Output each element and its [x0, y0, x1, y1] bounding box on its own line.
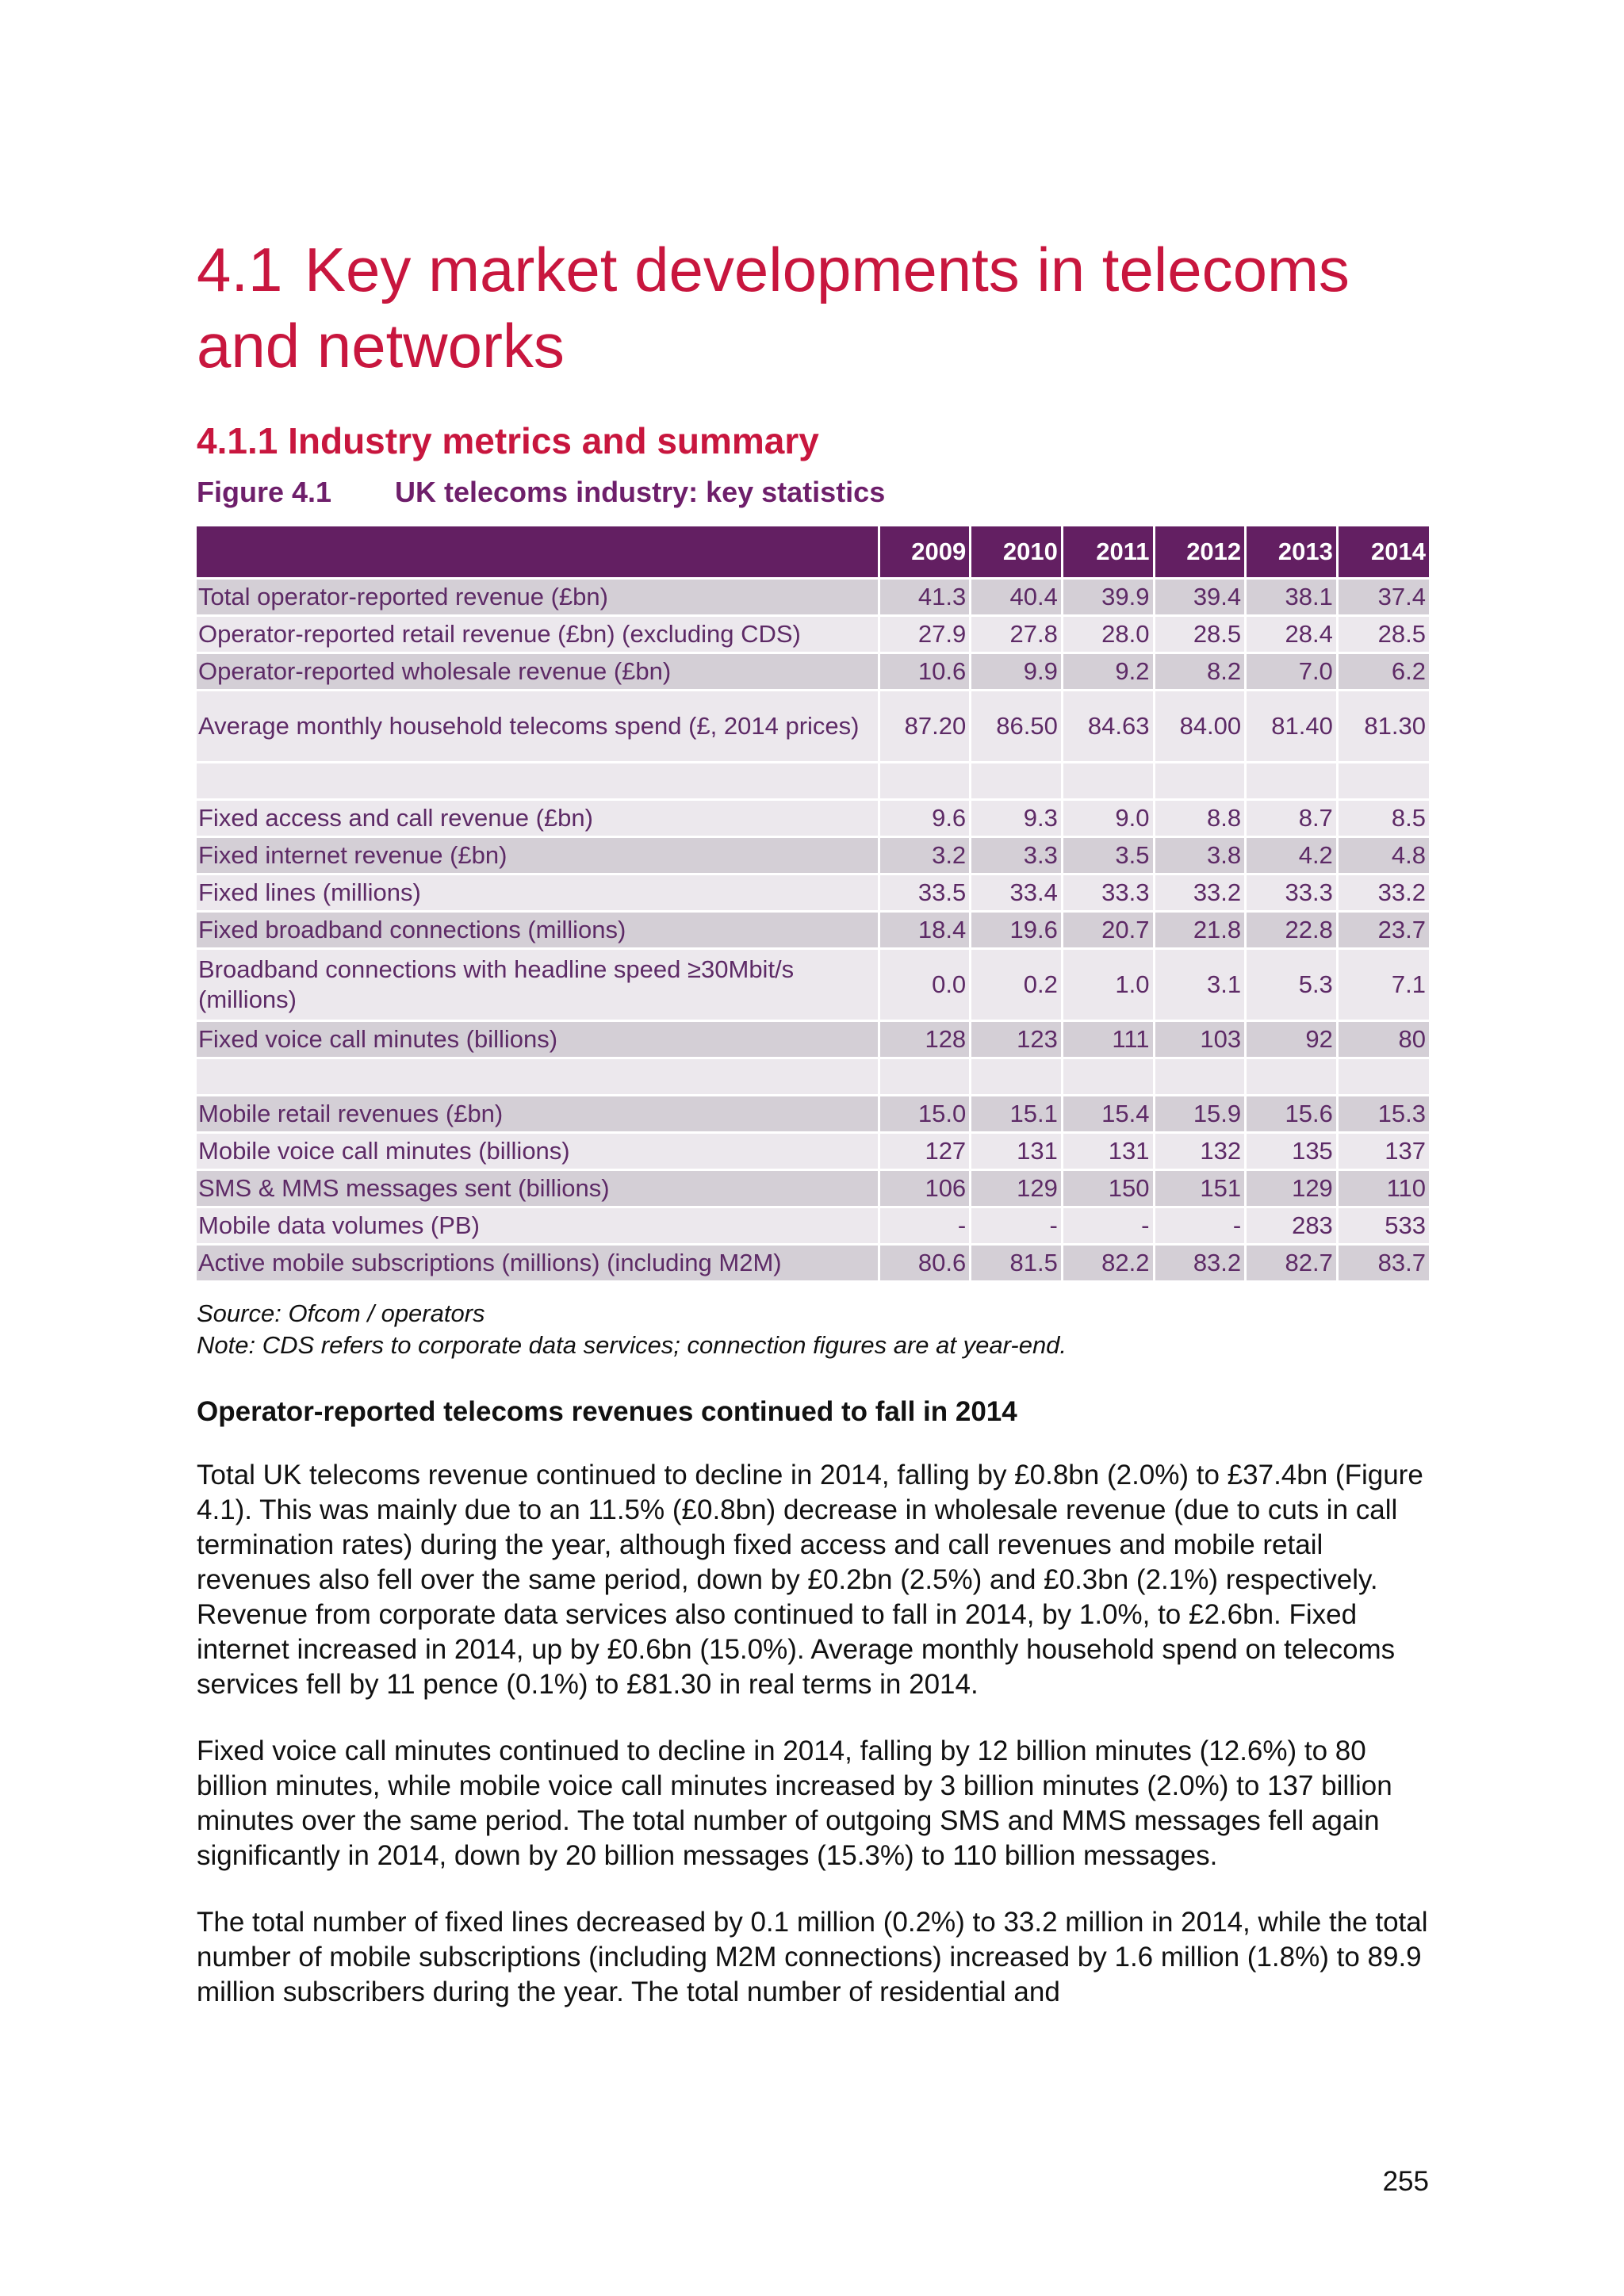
- row-value: 81.5: [971, 1245, 1063, 1281]
- row-value: -: [879, 1207, 971, 1245]
- row-value: 3.1: [1154, 949, 1246, 1021]
- row-value: 151: [1154, 1170, 1246, 1207]
- row-value: [1246, 763, 1338, 800]
- row-label: SMS & MMS messages sent (billions): [197, 1170, 879, 1207]
- row-value: 106: [879, 1170, 971, 1207]
- row-label: Fixed broadband connections (millions): [197, 912, 879, 949]
- table-row: [197, 912, 1429, 949]
- row-value: 33.5: [879, 874, 971, 912]
- row-value: -: [971, 1207, 1063, 1245]
- row-value: 82.2: [1062, 1245, 1154, 1281]
- row-value: 533: [1337, 1207, 1429, 1245]
- row-value: [1337, 1058, 1429, 1096]
- row-value: 21.8: [1154, 912, 1246, 949]
- table-header-blank: [197, 526, 879, 579]
- figure-caption: [197, 474, 1429, 511]
- row-value: 3.5: [1062, 837, 1154, 874]
- row-label: Operator-reported retail revenue (£bn) (excluding CDS): [197, 616, 879, 653]
- row-value: [879, 763, 971, 800]
- row-value: [879, 1058, 971, 1096]
- row-value: 87.20: [879, 691, 971, 763]
- row-value: [971, 763, 1063, 800]
- subsection-title: 4.1.1 Industry metrics and summary: [197, 420, 819, 461]
- row-value: 128: [879, 1021, 971, 1058]
- row-value: 3.3: [971, 837, 1063, 874]
- row-value: 123: [971, 1021, 1063, 1058]
- row-value: 3.2: [879, 837, 971, 874]
- row-value: 81.30: [1337, 691, 1429, 763]
- row-value: 41.3: [879, 579, 971, 616]
- row-value: 111: [1062, 1021, 1154, 1058]
- row-value: 15.9: [1154, 1096, 1246, 1133]
- row-value: [1062, 763, 1154, 800]
- row-value: 9.0: [1062, 800, 1154, 837]
- source-text: Source: Ofcom / operators: [197, 1299, 485, 1327]
- row-value: 38.1: [1246, 579, 1338, 616]
- row-value: 129: [971, 1170, 1063, 1207]
- row-value: 37.4: [1337, 579, 1429, 616]
- row-value: -: [1154, 1207, 1246, 1245]
- row-value: 9.2: [1062, 653, 1154, 691]
- table-header-year: 2014: [1337, 526, 1429, 579]
- row-value: 9.6: [879, 800, 971, 837]
- row-label: [197, 763, 879, 800]
- row-value: 23.7: [1337, 912, 1429, 949]
- row-value: 135: [1246, 1133, 1338, 1170]
- row-value: 127: [879, 1133, 971, 1170]
- table-row: [197, 874, 1429, 912]
- row-value: 15.0: [879, 1096, 971, 1133]
- table-header-year: 2011: [1062, 526, 1154, 579]
- table-row: [197, 1207, 1429, 1245]
- table-row: [197, 1021, 1429, 1058]
- row-value: 10.6: [879, 653, 971, 691]
- row-value: 84.63: [1062, 691, 1154, 763]
- table-row: [197, 1170, 1429, 1207]
- row-value: [971, 1058, 1063, 1096]
- row-label: [197, 1058, 879, 1096]
- note-text: Note: CDS refers to corporate data services; connection figures are at year-end.: [197, 1331, 1067, 1359]
- table-row: [197, 1096, 1429, 1133]
- row-value: 283: [1246, 1207, 1338, 1245]
- row-value: 83.7: [1337, 1245, 1429, 1281]
- row-value: 131: [1062, 1133, 1154, 1170]
- row-value: 27.8: [971, 616, 1063, 653]
- row-value: 33.2: [1337, 874, 1429, 912]
- row-value: 4.8: [1337, 837, 1429, 874]
- row-value: 80: [1337, 1021, 1429, 1058]
- row-value: 19.6: [971, 912, 1063, 949]
- paragraph: Total UK telecoms revenue continued to decline in 2014, falling by £0.8bn (2.0%) to £37.4bn (Figure 4.1). This was mainly due to an 11.5% (£0.8bn) decrease in wholesale revenue (due to cuts in call termination rates) during the year, although fixed access and call revenues and mobile retail revenues also fell over the same period, down by £0.2bn (2.5%) and £0.3bn (2.1%) respectively. Revenue from corporate data services also continued to fall in 2014, by 1.0%, to £2.6bn. Fixed internet increased in 2014, up by £0.6bn (15.0%). Average monthly household spend on telecoms services fell by 11 pence (0.1%) to £81.30 in real terms in 2014.: [197, 1460, 1423, 1700]
- row-value: 18.4: [879, 912, 971, 949]
- row-value: 92: [1246, 1021, 1338, 1058]
- row-label: Mobile retail revenues (£bn): [197, 1096, 879, 1133]
- row-label: Mobile voice call minutes (billions): [197, 1133, 879, 1170]
- page-number: 255: [1382, 2166, 1429, 2197]
- row-value: 84.00: [1154, 691, 1246, 763]
- row-label: Active mobile subscriptions (millions) (including M2M): [197, 1245, 879, 1281]
- row-value: 28.5: [1337, 616, 1429, 653]
- table-row: [197, 800, 1429, 837]
- row-value: 5.3: [1246, 949, 1338, 1021]
- row-value: 83.2: [1154, 1245, 1246, 1281]
- paragraph: The total number of fixed lines decreased by 0.1 million (0.2%) to 33.2 million in 2014, while the total number of mobile subscriptions (including M2M connections) increased by 1.6 million (1.8%) to 89.9 million subscribers during the year. The total number of residential and: [197, 1907, 1428, 2007]
- row-label: Total operator-reported revenue (£bn): [197, 579, 879, 616]
- row-value: 81.40: [1246, 691, 1338, 763]
- row-label: Fixed voice call minutes (billions): [197, 1021, 879, 1058]
- row-value: -: [1062, 1207, 1154, 1245]
- source-note: [197, 1298, 1429, 1361]
- row-value: 15.4: [1062, 1096, 1154, 1133]
- row-value: [1062, 1058, 1154, 1096]
- row-value: 8.8: [1154, 800, 1246, 837]
- row-value: 150: [1062, 1170, 1154, 1207]
- row-value: 15.3: [1337, 1096, 1429, 1133]
- figure-title: UK telecoms industry: key statistics: [395, 476, 886, 508]
- row-label: Fixed access and call revenue (£bn): [197, 800, 879, 837]
- row-value: 7.0: [1246, 653, 1338, 691]
- row-value: 15.1: [971, 1096, 1063, 1133]
- row-value: 6.2: [1337, 653, 1429, 691]
- table-header-year: 2013: [1246, 526, 1338, 579]
- row-value: 131: [971, 1133, 1063, 1170]
- figure-number: Figure 4.1: [197, 476, 332, 508]
- row-value: 0.2: [971, 949, 1063, 1021]
- table-row: [197, 579, 1429, 616]
- row-label: Fixed lines (millions): [197, 874, 879, 912]
- row-value: 86.50: [971, 691, 1063, 763]
- row-value: 27.9: [879, 616, 971, 653]
- row-value: 9.3: [971, 800, 1063, 837]
- row-label: Average monthly household telecoms spend (£, 2014 prices): [197, 691, 879, 763]
- row-value: 132: [1154, 1133, 1246, 1170]
- row-value: 33.3: [1246, 874, 1338, 912]
- row-value: 3.8: [1154, 837, 1246, 874]
- row-value: 80.6: [879, 1245, 971, 1281]
- row-value: 129: [1246, 1170, 1338, 1207]
- table-row: [197, 616, 1429, 653]
- row-value: 33.3: [1062, 874, 1154, 912]
- row-value: 82.7: [1246, 1245, 1338, 1281]
- table-header-year: 2012: [1154, 526, 1246, 579]
- row-value: 33.4: [971, 874, 1063, 912]
- table-row: [197, 949, 1429, 1021]
- row-value: 15.6: [1246, 1096, 1338, 1133]
- page-content: [197, 232, 1429, 2010]
- table-spacer-row: [197, 1058, 1429, 1096]
- row-value: [1246, 1058, 1338, 1096]
- row-value: [1154, 763, 1246, 800]
- row-value: [1154, 1058, 1246, 1096]
- table-spacer-row: [197, 763, 1429, 800]
- table-header-row: [197, 526, 1429, 579]
- row-value: 8.5: [1337, 800, 1429, 837]
- row-value: 1.0: [1062, 949, 1154, 1021]
- section-number: 4.1: [197, 235, 283, 304]
- table-body: [197, 579, 1429, 1281]
- row-label: Broadband connections with headline speed ≥30Mbit/s (millions): [197, 949, 879, 1021]
- row-label: Fixed internet revenue (£bn): [197, 837, 879, 874]
- row-value: 22.8: [1246, 912, 1338, 949]
- row-value: 110: [1337, 1170, 1429, 1207]
- row-label: Operator-reported wholesale revenue (£bn): [197, 653, 879, 691]
- row-value: 7.1: [1337, 949, 1429, 1021]
- row-value: 4.2: [1246, 837, 1338, 874]
- page-title: [197, 232, 1434, 384]
- row-value: 9.9: [971, 653, 1063, 691]
- row-value: 8.7: [1246, 800, 1338, 837]
- key-statistics-table: [197, 526, 1429, 1280]
- table-row: [197, 1133, 1429, 1170]
- row-value: 33.2: [1154, 874, 1246, 912]
- row-value: 28.0: [1062, 616, 1154, 653]
- table-row: [197, 1245, 1429, 1281]
- table-row: [197, 837, 1429, 874]
- row-value: 8.2: [1154, 653, 1246, 691]
- row-value: 40.4: [971, 579, 1063, 616]
- row-value: 20.7: [1062, 912, 1154, 949]
- row-value: 39.4: [1154, 579, 1246, 616]
- section-title: Key market developments in telecoms and networks: [197, 235, 1350, 381]
- row-value: 28.4: [1246, 616, 1338, 653]
- row-value: 137: [1337, 1133, 1429, 1170]
- table-header-year: 2010: [971, 526, 1063, 579]
- table-header-year: 2009: [879, 526, 971, 579]
- paragraph: Fixed voice call minutes continued to decline in 2014, falling by 12 billion minutes (12.6%) to 80 billion minutes, while mobile voice call minutes increased by 3 billion minutes (2.0%) to 137 billion minutes over the same period. The total number of outgoing SMS and MMS messages fell again significantly in 2014, down by 20 billion messages (15.3%) to 110 billion messages.: [197, 1735, 1392, 1871]
- row-value: 103: [1154, 1021, 1246, 1058]
- row-value: 39.9: [1062, 579, 1154, 616]
- row-value: 28.5: [1154, 616, 1246, 653]
- row-label: Mobile data volumes (PB): [197, 1207, 879, 1245]
- section-heading: Operator-reported telecoms revenues continued to fall in 2014: [197, 1396, 1017, 1427]
- table-row: [197, 691, 1429, 763]
- row-value: 0.0: [879, 949, 971, 1021]
- row-value: [1337, 763, 1429, 800]
- table-row: [197, 653, 1429, 691]
